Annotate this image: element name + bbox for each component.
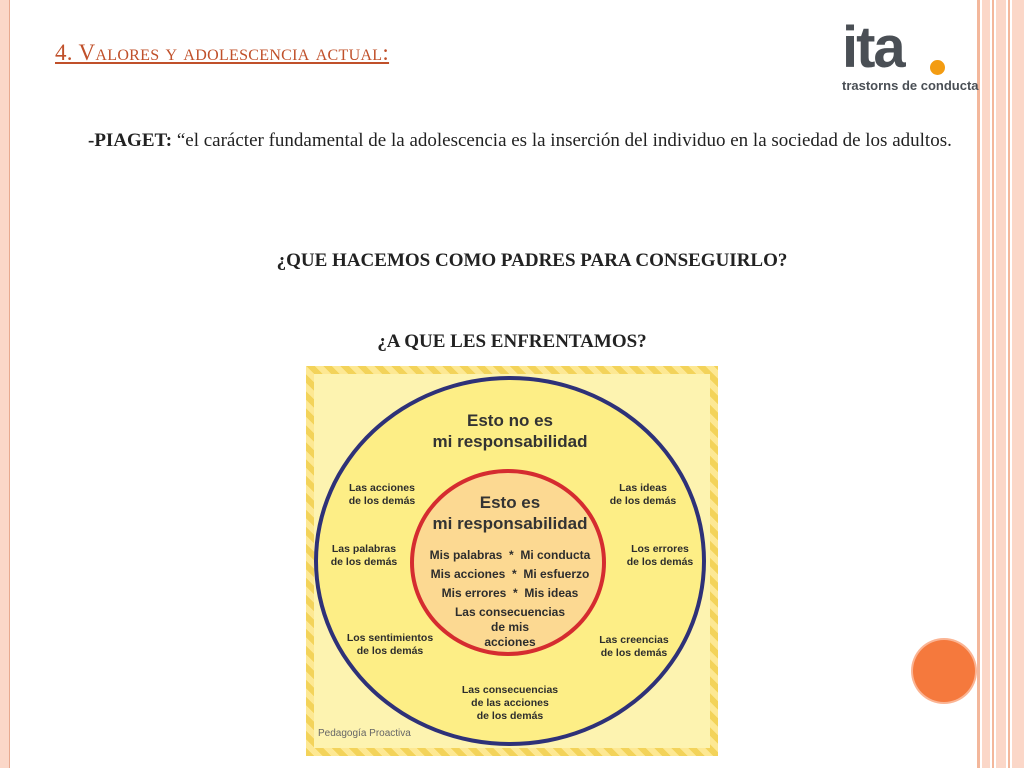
label-line: de los demás (356, 645, 424, 658)
label-line: Los sentimientos (346, 632, 434, 644)
label-line: Las acciones (349, 482, 415, 494)
inner-item: Mis errores * Mis ideas (441, 586, 579, 600)
responsibility-diagram (306, 366, 718, 756)
decorative-circle (913, 640, 975, 702)
inner-item: acciones (484, 635, 536, 649)
label-line: de los demás (600, 647, 668, 660)
right-border-decoration (974, 0, 1024, 768)
outer-title-line1: Esto no es (467, 411, 553, 430)
quote-text: “el carácter fundamental de la adolescencia es la inserción del individuo en la sociedad de los adultos. (172, 130, 952, 151)
label-line: Las consecuencias (461, 684, 559, 696)
label-errores (612, 543, 708, 569)
label-consecuencias (440, 684, 580, 723)
label-line: de los demás (476, 710, 544, 723)
inner-title-line2: mi responsabilidad (432, 514, 588, 534)
diagram-credit: Pedagogía Proactiva (318, 728, 411, 739)
label-line: de los demás (330, 556, 398, 569)
logo-subtitle: trastorns de conducta (842, 78, 979, 93)
question-parents: ¿QUE HACEMOS COMO PADRES PARA CONSEGUIRLO? (276, 250, 788, 271)
inner-item: de mis (490, 620, 529, 634)
label-line: Las ideas (619, 482, 667, 494)
label-creencias (582, 634, 686, 660)
label-line: Los errores (631, 543, 689, 555)
inner-item: Mis acciones * Mi esfuerzo (430, 567, 590, 581)
label-ideas (596, 482, 690, 508)
label-sentimientos (330, 632, 450, 658)
slide-title: 4. Valores y adolescencia actual: (55, 40, 390, 65)
label-line: de los demás (626, 556, 694, 569)
question-confront: ¿A QUE LES ENFRENTAMOS? (377, 331, 647, 352)
label-line: de las acciones (471, 697, 549, 710)
label-line: Las palabras (331, 543, 397, 555)
label-line: de los demás (348, 495, 416, 508)
label-acciones (330, 482, 434, 508)
logo-mark: ita (842, 15, 904, 80)
outer-title (410, 410, 610, 453)
inner-item: Mis palabras * Mi conducta (429, 548, 591, 562)
inner-title (410, 492, 610, 535)
logo-dot-icon (930, 60, 945, 75)
ita-logo (838, 16, 978, 96)
label-palabras (316, 543, 412, 569)
inner-title-line1: Esto es (479, 493, 541, 512)
inner-item: Las consecuencias (454, 605, 566, 619)
quote-author: -PIAGET: (88, 130, 173, 151)
left-border-decoration (0, 0, 9, 768)
label-line: de los demás (609, 495, 677, 508)
outer-title-line2: mi responsabilidad (432, 432, 588, 452)
piaget-quote (88, 120, 960, 162)
label-line: Las creencias (599, 634, 669, 646)
